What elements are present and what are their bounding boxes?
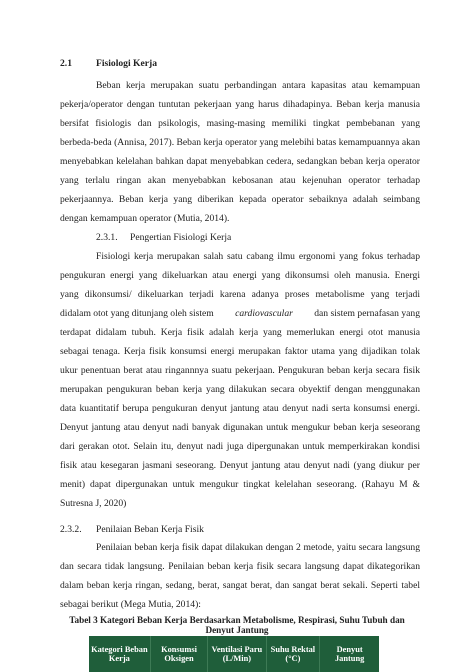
paragraph-line-mixed	[60, 308, 420, 320]
paragraph-line: menyebabkan kelelahan bahkan dapat menyebabkan cedera, sedangkan beban kerja operator	[60, 156, 420, 167]
header-kategori: Kategori Beban Kerja	[89, 636, 150, 672]
paragraph-line: dengan kemampuan operator (Mutia, 2014).	[60, 213, 230, 224]
paragraph-line: menit) dapat dipergunakan untuk mengukur tingkat kelelahan seseorang. (Rahayu M &	[60, 479, 420, 490]
table-header-row	[89, 636, 379, 672]
subsection-title: Pengertian Fisiologi Kerja	[130, 232, 232, 243]
paragraph-text: didalam otot yang ditunjang oleh sistem	[60, 308, 214, 319]
paragraph-line: pekerjaannya. Beban kerja yang diberikan kepada operator sebaiknya adalah seimbang	[60, 194, 420, 205]
paragraph-line: Fisiologi kerja merupakan salah satu cabang ilmu ergonomi yang fokus terhadap	[96, 251, 420, 262]
paragraph-line: yang terlalu ringan akan menyebabkan kebosanan atau kejenuhan operator terhadap	[60, 175, 420, 186]
paragraph-line: fisik atau kesegaran jasmani seseorang. Denyut jantung atau denyut nadi (yang diukur per	[60, 460, 420, 471]
paragraph-line: dan secara tidak langsung. Penilaian beban kerja fisik secara langsung dapat dikategorikan	[60, 561, 420, 572]
paragraph-line: berbeda-beda (Annisa, 2017). Beban kerja operator yang melebihi batas kemampuannya akan	[60, 137, 420, 148]
paragraph-line: bersifat fisiologis dan psikologis, masing-masing memiliki tingkat pembebanan yang	[60, 118, 420, 129]
paragraph-line: pengukuran energi yang dikeluarkan atau energi yang dikonsumsi oleh manusia. Energi	[60, 270, 420, 281]
paragraph-line: Denyut jantung atau denyut nadi banyak digunakan untuk mengukur beban kerja seseorang	[60, 422, 420, 433]
paragraph-line: Beban kerja merupakan suatu perbandingan antara kapasitas atau kemampuan	[96, 80, 420, 91]
paragraph-line: Penilaian beban kerja fisik dapat dilakukan dengan 2 metode, yaitu secara langsung	[96, 542, 420, 553]
paragraph-text: dan sistem pernafasan yang	[314, 308, 420, 319]
header-denyut-jantung: Denyut Jantung	[320, 636, 379, 672]
paragraph-line: ukur penentuan berat atau ringannnya suatu pekerjaan. Pengukuran beban kerja secara fisik	[60, 365, 420, 376]
subsection-title: Penilaian Beban Kerja Fisik	[96, 524, 204, 535]
subsection-number: 2.3.1.	[96, 232, 118, 243]
italic-term: cardiovascular	[235, 308, 293, 319]
section-number: 2.1	[60, 58, 72, 69]
workload-category-table	[89, 636, 379, 672]
header-ventilasi-paru: Ventilasi Paru (L/Min)	[208, 636, 266, 672]
paragraph-line: dari gerakan otot. Selain itu, denyut nadi juga dipergunakan untuk memperkirakan kondisi	[60, 441, 420, 452]
section-title: Fisiologi Kerja	[96, 58, 158, 69]
paragraph-line: sebagai berikut (Mega Mutia, 2014):	[60, 599, 201, 610]
table-caption: Tabel 3 Kategori Beban Kerja Berdasarkan Metabolisme, Respirasi, Suhu Tubuh dan Denyut Jantung	[69, 615, 405, 635]
paragraph-line: terdapat didalam tubuh. Kerja fisik adalah kerja yang memerlukan energi otot manusia	[60, 327, 420, 338]
subsection-number: 2.3.2.	[60, 524, 82, 535]
header-konsumsi-oksigen: Konsumsi Oksigen	[150, 636, 208, 672]
paragraph-line: merupakan pengukuran beban kerja yang dilakukan secara obyektif dengan menggunakan	[60, 384, 420, 395]
paragraph-line: yang dikonsumsi/ dikeluarkan terjadi karena adanya proses metabolisme yang terjadi	[60, 289, 420, 300]
paragraph-line: pekerja/operator dengan tuntutan pekerjaan yang harus dihadapinya. Beban kerja manusia	[60, 99, 420, 110]
paragraph-line: data kuantitatif berupa pengukuran denyut jantung atau denyut nadi serta konsumsi energi.	[60, 403, 420, 414]
header-suhu-rektal: Suhu Rektal (°C)	[266, 636, 320, 672]
paragraph-line: dalam beban kerja ringan, sedang, berat, sangat berat, dan sangat berat sekali. Seperti tabel	[60, 580, 420, 591]
paragraph-line: Sutresna J, 2020)	[60, 498, 127, 509]
paragraph-line: sebagai tenaga. Kerja fisik konsumsi energi merupakan faktor utama yang dijadikan tolak	[60, 346, 420, 357]
